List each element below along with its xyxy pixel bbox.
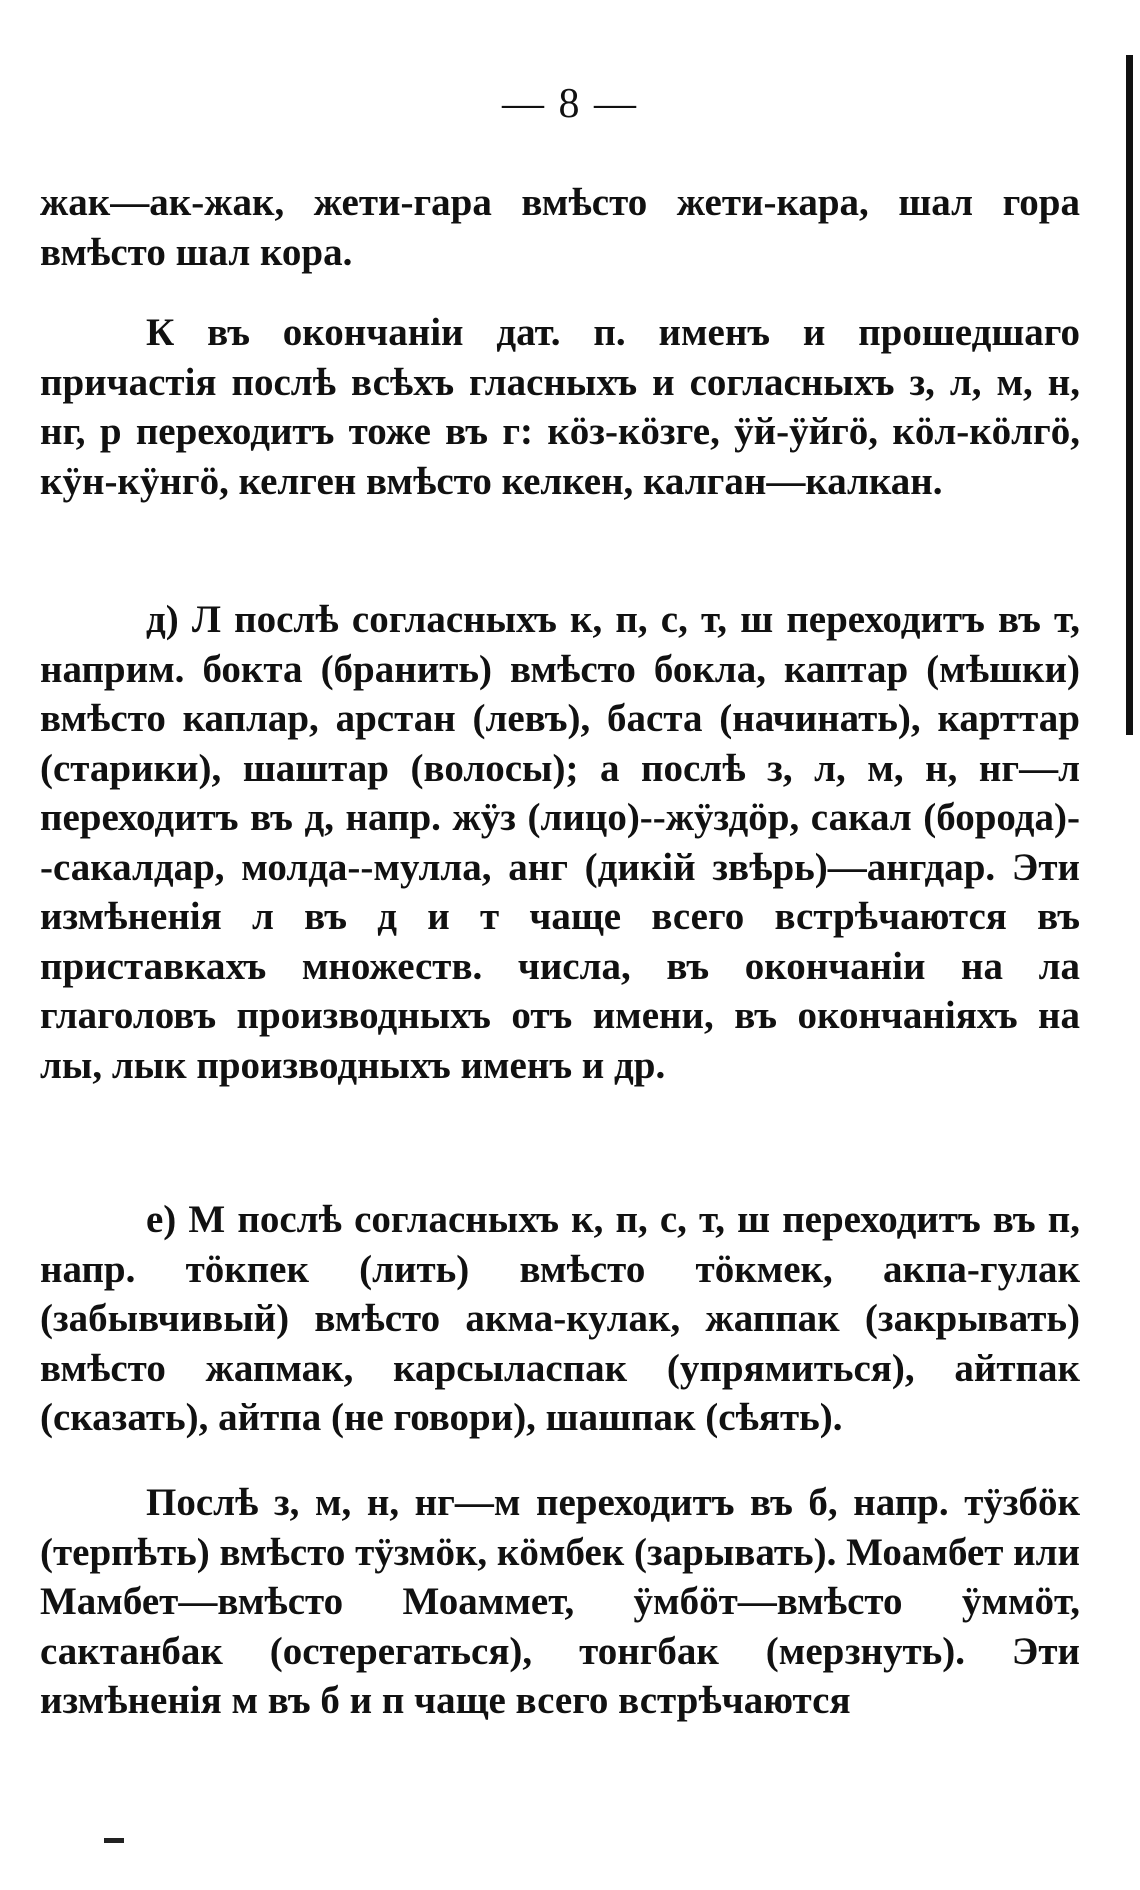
print-mark bbox=[104, 1838, 124, 1843]
page-number: — 8 — bbox=[502, 81, 638, 127]
paragraph-2: К въ окончаніи дат. п. именъ и прошедшаго причастія послѣ всѣхъ гласныхъ и согласныхъ з, л, м, н, нг, р переходитъ тоже въ г: кӧз-кӧзге, ӱй-ӱйгӧ, кӧл-кӧлгӧ, кӱн-кӱнгӧ, келген вмѣсто келкен, калган—калкан. bbox=[40, 311, 1080, 503]
margin-rule bbox=[1126, 55, 1133, 735]
paragraph-4: е) М послѣ согласныхъ к, п, с, т, ш переходитъ въ п, напр. тӧкпек (лить) вмѣсто тӧкмек, акпа-гулак (забывчивый) вмѣсто акма-кулак, жаппак (закрывать) вмѣсто жапмак, карсыласпак (упрямиться), айтпак (сказать), айтпа (не говори), шашпак (сѣять). bbox=[40, 1198, 1080, 1439]
paragraph-3: д) Л послѣ согласныхъ к, п, с, т, ш переходитъ въ т, наприм. бокта (бранить) вмѣсто бокла, каптар (мѣшки) вмѣсто каплар, арстан (левъ), баста (начинать), карттар (старики), шаштар (волосы); а послѣ з, л, м, н, нг—л переходитъ въ д, напр. жӱз (лицо)--жӱздӧр, сакал (борода)--сакалдар, молда--мулла, анг (дикій звѣрь)—ангдар. Эти измѣненія л въ д и т чаще всего встрѣчаются въ приставкахъ множеств. числа, въ окончаніи на ла глаголовъ производныхъ отъ имени, въ окончаніяхъ на лы, лык производныхъ именъ и др. bbox=[40, 598, 1080, 1087]
paragraph-1: жак—ак-жак, жети-гара вмѣсто жети-кара, шал гора вмѣсто шал кора. bbox=[40, 181, 1080, 274]
paragraph-5: Послѣ з, м, н, нг—м переходитъ въ б, напр. тӱзбӧк (терпѣть) вмѣсто тӱзмӧк, кӧмбек (зарывать). Моамбет или Мамбет—вмѣсто Моаммет, ӱмбӧт—вмѣсто ӱммӧт, сактанбак (остерегаться), тонгбак (мерзнуть). Эти измѣненія м въ б и п чаще всего встрѣчаются bbox=[40, 1481, 1080, 1722]
